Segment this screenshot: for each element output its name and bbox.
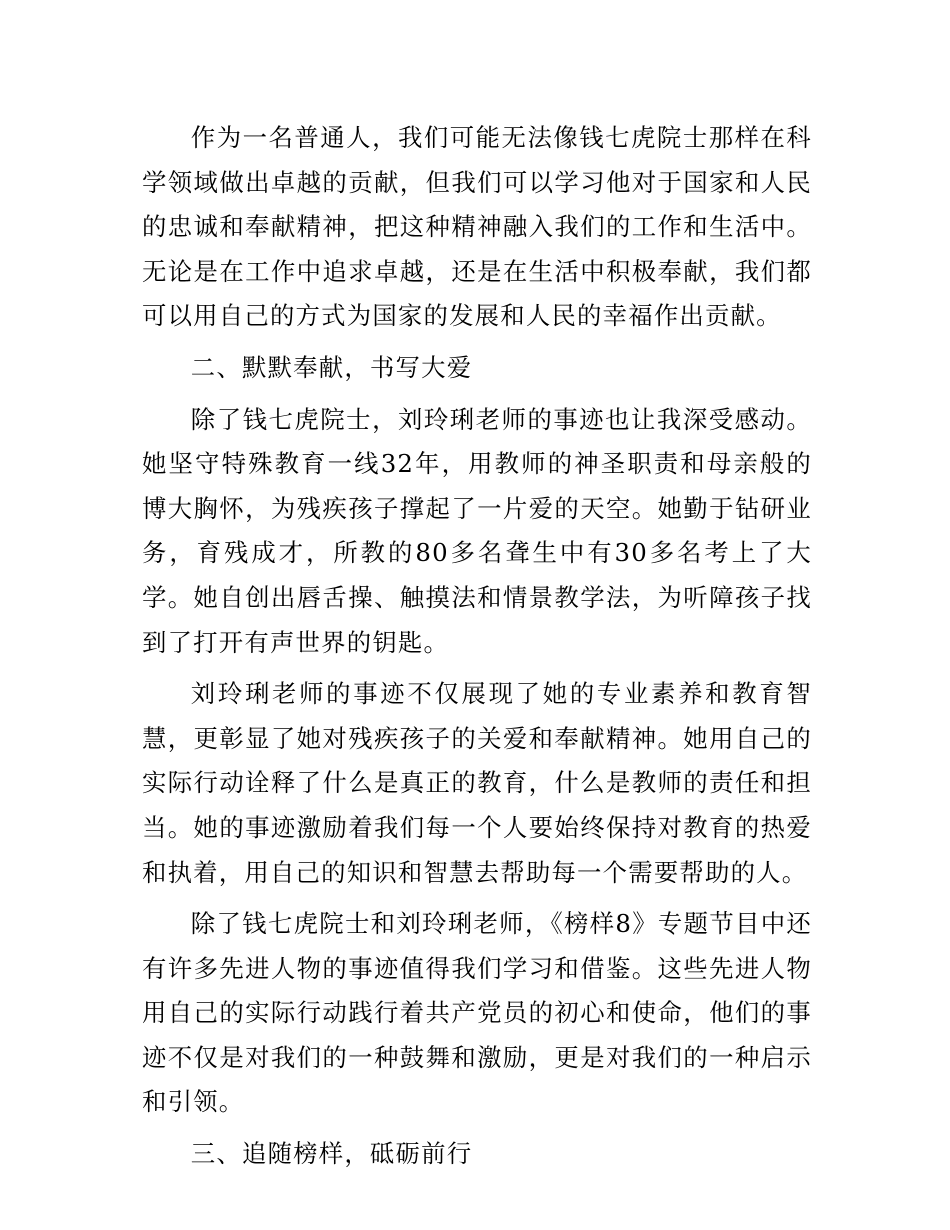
document-body (142, 116, 812, 1184)
body-paragraph: 除了钱七虎院士，刘玲琍老师的事迹也让我深受感动。她坚守特殊教育一线32年，用教师的神圣职责和母亲般的博大胸怀，为残疾孩子撑起了一片爱的天空。她勤于钻研业务，育残成才，所教的80多名聋生中有30多名考上了大学。她自创出唇舌操、触摸法和情景教学法，为听障孩子找到了打开有声世界的钥匙。 (142, 404, 812, 657)
section-heading: 三、追随榜样，砥砺前行 (190, 1139, 473, 1169)
body-paragraph: 作为一名普通人，我们可能无法像钱七虎院士那样在科学领域做出卓越的贡献，但我们可以学习他对于国家和人民的忠诚和奉献精神，把这种精神融入我们的工作和生活中。无论是在工作中追求卓越，还是在生活中积极奉献，我们都可以用自己的方式为国家的发展和人民的幸福作出贡献。 (142, 123, 812, 331)
body-paragraph: 除了钱七虎院士和刘玲琍老师，《榜样8》专题节目中还有许多先进人物的事迹值得我们学习和借鉴。这些先进人物用自己的实际行动践行着共产党员的初心和使命，他们的事迹不仅是对我们的一种鼓舞和激励，更是对我们的一种启示和引领。 (142, 909, 812, 1117)
body-paragraph: 刘玲琍老师的事迹不仅展现了她的专业素养和教育智慧，更彰显了她对残疾孩子的关爱和奉献精神。她用自己的实际行动诠释了什么是真正的教育，什么是教师的责任和担当。她的事迹激励着我们每一个人要始终保持对教育的热爱和执着，用自己的知识和智慧去帮助每一个需要帮助的人。 (142, 679, 812, 887)
section-heading: 二、默默奉献，书写大爱 (190, 352, 473, 382)
